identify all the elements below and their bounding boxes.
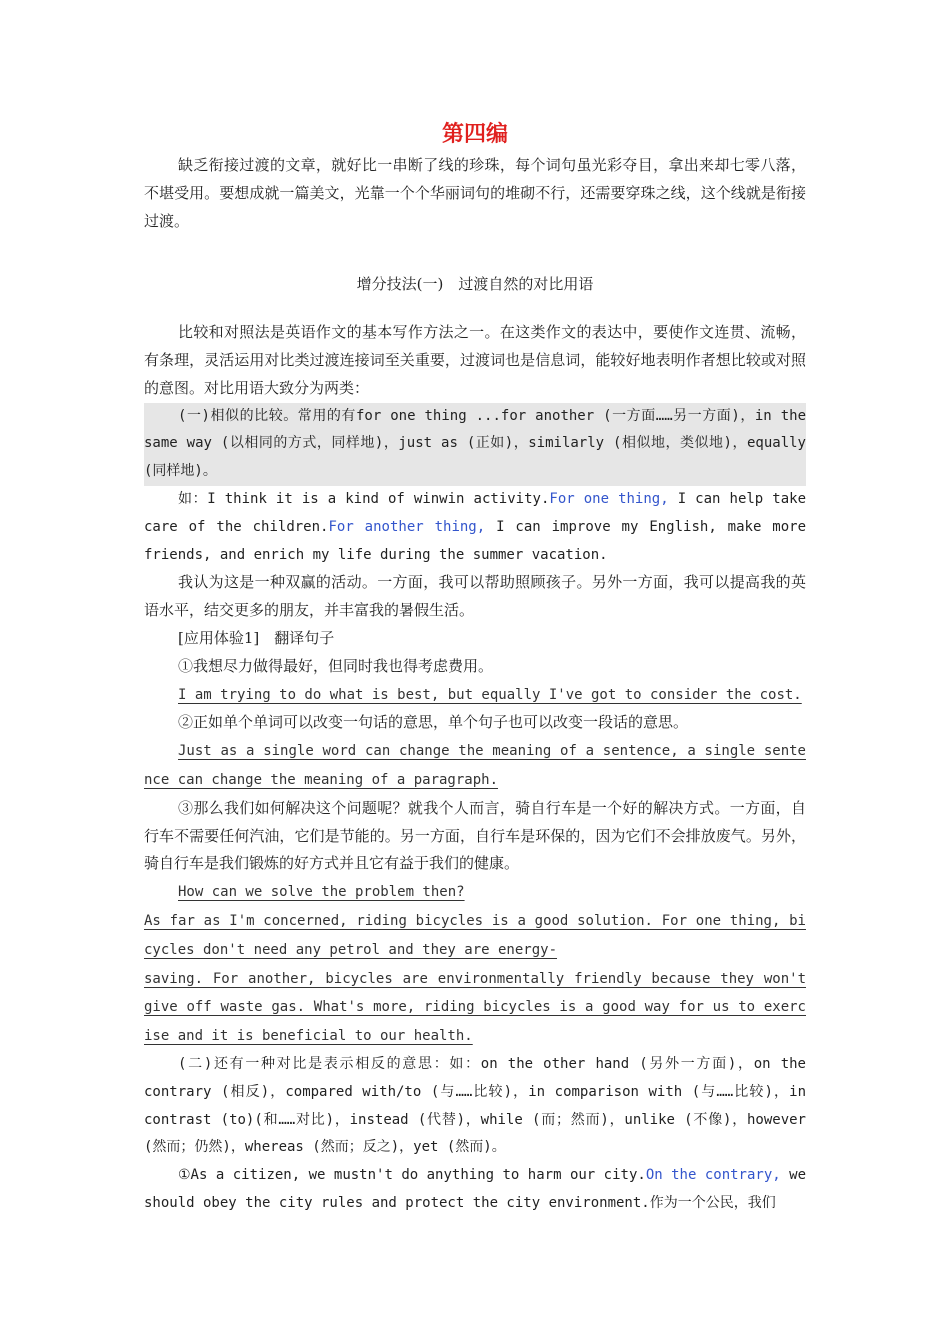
answer-3-line-2: As far as I'm concerned, riding bicycles is a good solution. For one thing, bicycles don't need any petrol and they are energy- (144, 912, 806, 958)
answer-2: Just as a single word can change the meaning of a sentence, a single sentence can change the meaning of a paragraph. (144, 743, 806, 788)
intro-paragraph: 缺乏衔接过渡的文章，就好比一串断了线的珍珠，每个词句虽光彩夺目，拿出来却七零八落，不堪受用。要想成就一篇美文，光靠一个个华丽词句的堆砌不行，还需要穿珠之线，这个线就是衔接过渡。 (144, 156, 806, 230)
question-3: ③那么我们如何解决这个问题呢？就我个人而言，骑自行车是一个好的解决方式。一方面，自行车不需要任何汽油，它们是节能的。另一方面，自行车是环保的，因为它们不会排放废气。另外，骑自行车是我们锻炼的好方式并且它有益于我们的健康。 (144, 798, 806, 873)
similar-comparison-paragraph: (一)相似的比较。常用的有for one thing ...for another (一方面……另一方面)，in the same way (以相同的方式，同样地)，just as (正如)，similarly (相似地，类似地)，equally (同样地)。 (144, 403, 806, 486)
exercise-label: [应用体验1] 翻译句子 (178, 628, 335, 647)
section-heading: 增分技法(一) 过渡自然的对比用语 (356, 275, 594, 294)
answer-3-line-1: How can we solve the problem then? (178, 884, 465, 901)
highlight-on-the-contrary: On the contrary, (645, 1167, 781, 1184)
highlight-for-one-thing: For one thing, (549, 490, 669, 507)
answer-1: I am trying to do what is best, but equally I've got to consider the cost. (178, 686, 802, 703)
question-1: ①我想尽力做得最好，但同时我也得考虑费用。 (178, 656, 494, 675)
question-2: ②正如单个单词可以改变一句话的意思，单个句子也可以改变一段话的意思。 (178, 713, 689, 732)
answer-3-line-3: saving. For another, bicycles are environmentally friendly because they won't give off waste gas. What's more, riding bicycles is a good way for us to exercise and it is beneficial to our health. (144, 970, 806, 1045)
method-paragraph: 比较和对照法是英语作文的基本写作方法之一。在这类作文的表达中，要使作文连贯、流畅，有条理，灵活运用对比类过渡连接词至关重要，过渡词也是信息词，能较好地表明作者想比较或对照的意图。对比用语大致分为两类： (144, 323, 806, 397)
example-2: ①As a citizen, we mustn't do anything to harm our city.On the contrary, we should obey the city rules and protect the city environment.作为一个公民，我们 (144, 1167, 806, 1211)
example-1-translation: 我认为这是一种双赢的活动。一方面，我可以帮助照顾孩子。另外一方面，我可以提高我的英语水平，结交更多的朋友，并丰富我的暑假生活。 (144, 573, 806, 620)
contrary-comparison-paragraph: (二)还有一种对比是表示相反的意思：如：on the other hand (另外一方面)，on the contrary (相反)，compared with/to (与……比较)，in comparison with (与……比较)，in contrast (to)(和……对比)，instead (代替)，while (而；然而)，unlike (不像)，however (然而；仍然)，whereas (然而；反之)，yet (然而)。 (144, 1055, 806, 1156)
example-1: 如：I think it is a kind of winwin activity.For one thing, I can help take care of the children.For another thing, I can improve my English, make more friends, and enrich my life during the summer vacation. (144, 490, 807, 563)
highlight-for-another-thing: For another thing, (328, 518, 486, 535)
page-title: 第四编 (441, 122, 508, 147)
document-page (144, 118, 806, 1218)
